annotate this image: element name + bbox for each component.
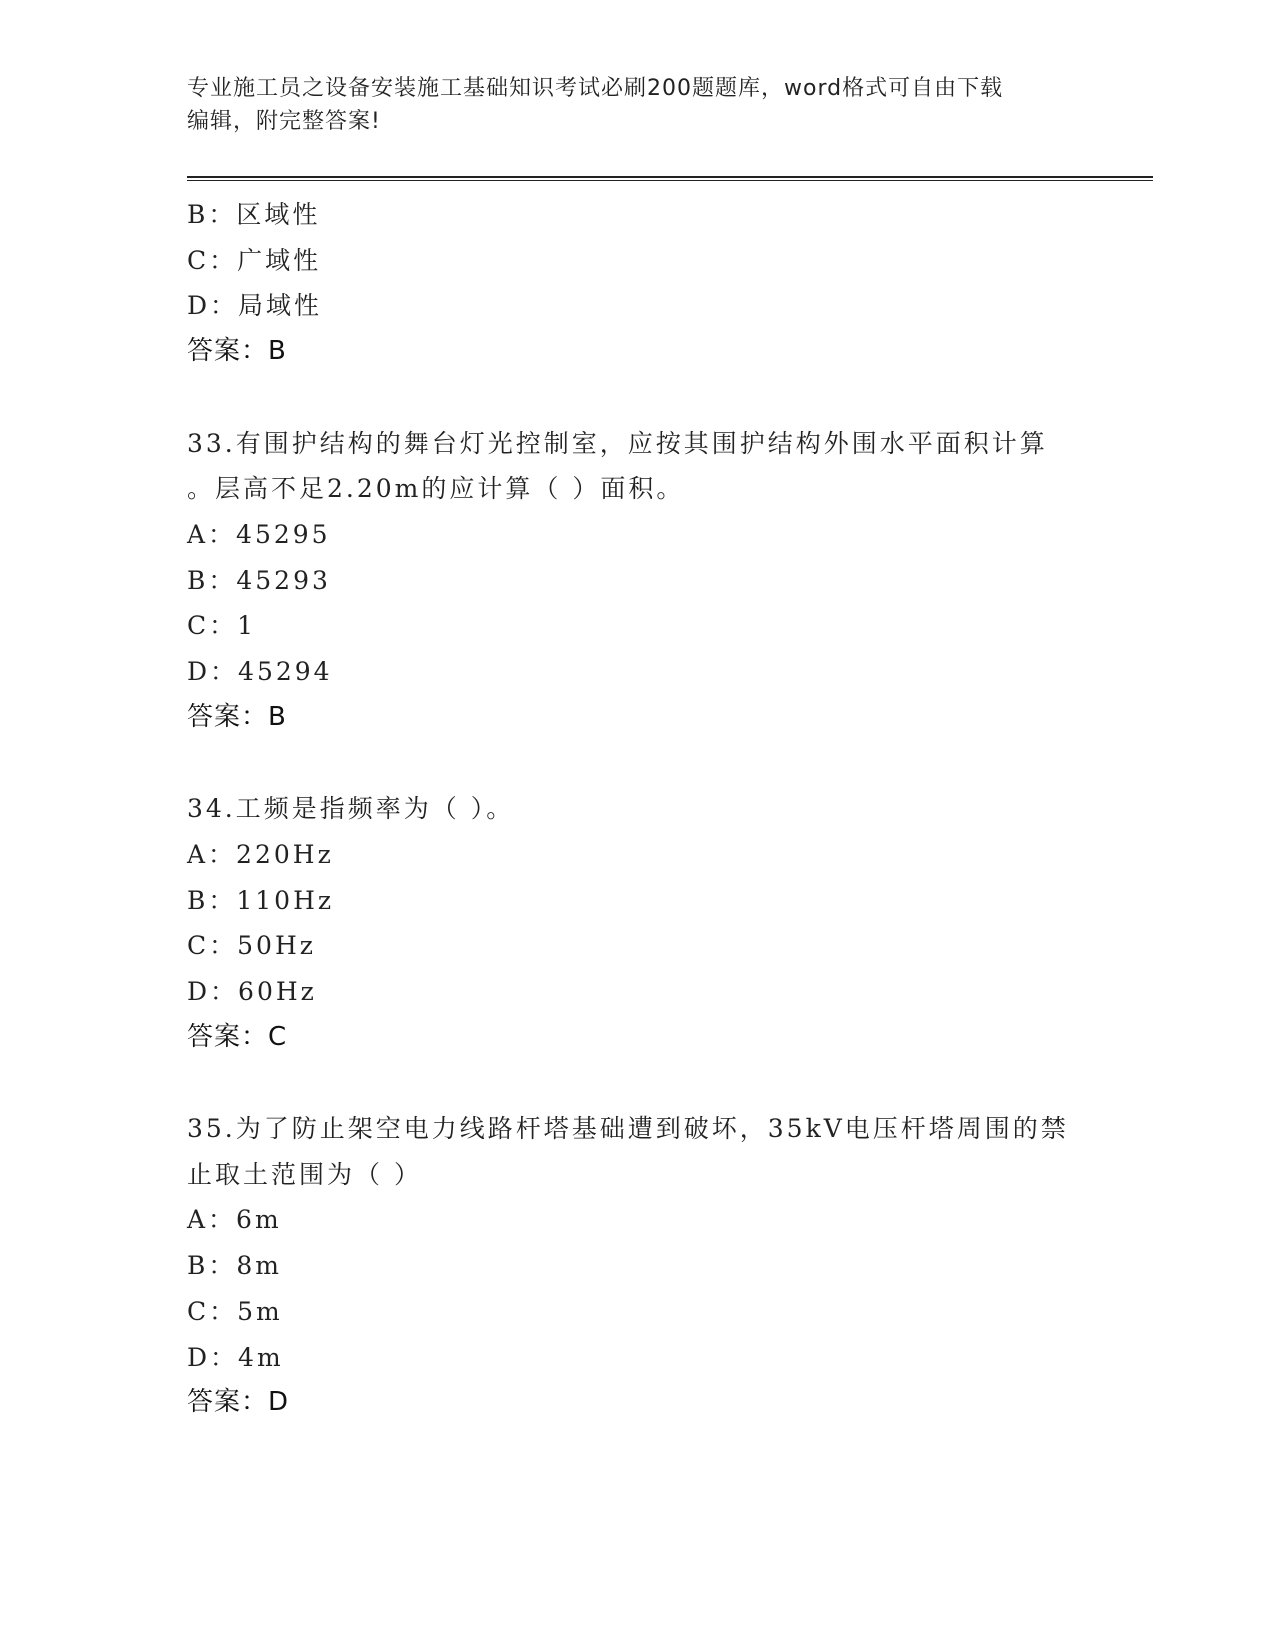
answer-line: 答案：D — [187, 1387, 290, 1418]
question-34 — [187, 786, 1147, 1060]
option-d: D：局域性 — [187, 291, 323, 321]
spacer — [187, 375, 1147, 421]
option-c: C：广域性 — [187, 245, 322, 275]
option-b: B：110Hz — [187, 885, 335, 915]
answer-line: 答案：B — [187, 336, 287, 367]
option-a: A：6m — [187, 1205, 282, 1235]
question-stem-line-1: 35.为了防止架空电力线路杆塔基础遭到破坏，35kV电压杆塔周围的禁 — [187, 1114, 1069, 1144]
question-stem-line-1: 34.工频是指频率为（ ）。 — [187, 794, 515, 824]
question-35 — [187, 1106, 1147, 1426]
option-b: B：8m — [187, 1251, 282, 1281]
option-a: A：220Hz — [187, 839, 334, 869]
option-d: D：45294 — [187, 657, 333, 687]
question-stem-line-2: 。层高不足2.20m的应计算（ ）面积。 — [187, 474, 685, 504]
header-title-line-2: 编辑，附完整答案! — [187, 109, 381, 134]
question-33 — [187, 421, 1147, 741]
document-header — [187, 72, 1087, 138]
question-stem-line-2: 止取土范围为（ ） — [187, 1159, 422, 1189]
option-a: A：45295 — [187, 519, 331, 549]
prev-question-block — [187, 192, 1147, 375]
option-b: B：45293 — [187, 565, 331, 595]
question-list — [187, 192, 1147, 1426]
spacer — [187, 1060, 1147, 1106]
option-d: D：60Hz — [187, 976, 317, 1006]
header-divider — [187, 176, 1153, 181]
option-b: B：区域性 — [187, 200, 321, 229]
answer-line: 答案：B — [187, 701, 287, 732]
spacer — [187, 740, 1147, 786]
option-c: C：1 — [187, 611, 257, 641]
question-stem-line-1: 33.有围护结构的舞台灯光控制室，应按其围护结构外围水平面积计算 — [187, 428, 1048, 458]
option-c: C：5m — [187, 1296, 283, 1326]
answer-line: 答案：C — [187, 1021, 288, 1052]
option-c: C：50Hz — [187, 931, 316, 961]
header-title-line-1: 专业施工员之设备安装施工基础知识考试必刷200题题库，word格式可自由下载 — [187, 76, 1004, 101]
option-d: D：4m — [187, 1342, 284, 1372]
